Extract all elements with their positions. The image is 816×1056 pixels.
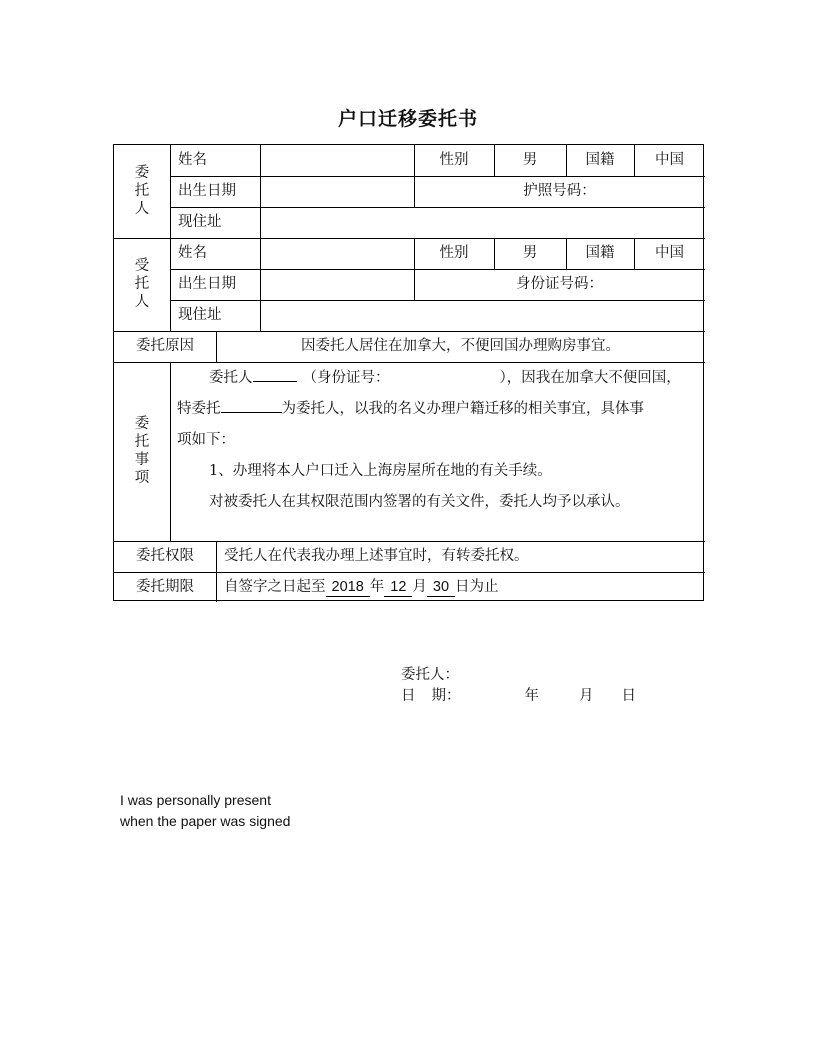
row-divider	[170, 207, 705, 208]
agent-address-label: 现住址	[178, 307, 222, 323]
principal-gender-value: 男	[522, 152, 538, 168]
matters-section-label: 委 托 事 项	[134, 416, 150, 486]
principal-name-label: 姓名	[178, 152, 207, 168]
matters-line-3: 项如下：	[177, 432, 235, 448]
row-divider	[170, 176, 705, 177]
matters-line-5: 对被委托人在其权限范围内签署的有关文件，委托人均予以承认。	[209, 494, 630, 510]
matters-line-2: 特委托 为委托人，以我的名义办理户籍迁移的相关事宜，具体事	[177, 401, 644, 417]
principal-nationality-label: 国籍	[585, 152, 615, 168]
matters-line-4: 1、办理将本人户口迁入上海房屋所在地的有关手续。	[209, 463, 552, 479]
authority-text: 受托人在代表我办理上述事宜时，有转委托权。	[224, 548, 529, 564]
col-divider	[170, 362, 171, 541]
agent-birth-field[interactable]	[266, 274, 410, 294]
term-text: 自签字之日起至 2018 年 12 月 30 日为止	[224, 579, 499, 595]
signature-principal-label: 委托人：	[401, 667, 459, 683]
col-divider	[216, 541, 217, 602]
agent-birth-label: 出生日期	[178, 276, 236, 292]
matters-line-1: 委托人 （身份证号： ），因我在加拿大不便回国，	[209, 370, 681, 386]
agent-name-blank[interactable]	[221, 412, 282, 413]
agent-gender-value: 男	[522, 245, 538, 261]
principal-birth-label: 出生日期	[178, 183, 236, 199]
witness-note-line-1: I was personally present	[120, 792, 271, 808]
reason-label: 委托原因	[136, 338, 194, 354]
term-label: 委托期限	[136, 579, 194, 595]
principal-passport-label: 护照号码：	[523, 183, 596, 199]
agent-name-field[interactable]	[266, 243, 410, 263]
section-divider	[114, 572, 705, 573]
principal-name-blank[interactable]	[253, 381, 297, 382]
row-divider	[170, 300, 705, 301]
principal-section-label: 委 托 人	[134, 165, 150, 217]
principal-address-label: 现住址	[178, 214, 222, 230]
col-divider	[260, 145, 261, 331]
agent-section-label: 受 托 人	[134, 258, 150, 310]
agent-id-label: 身份证号码：	[516, 276, 603, 292]
agent-gender-label: 性别	[439, 245, 469, 261]
term-year: 2018	[326, 579, 370, 597]
term-month: 12	[384, 579, 412, 597]
principal-nationality-value: 中国	[655, 152, 684, 168]
col-divider	[170, 145, 171, 331]
witness-note-line-2: when the paper was signed	[120, 813, 291, 829]
term-day: 30	[427, 579, 455, 597]
section-divider	[114, 238, 705, 239]
agent-nationality-label: 国籍	[585, 245, 615, 261]
principal-birth-field[interactable]	[266, 181, 410, 201]
agent-address-field[interactable]	[266, 305, 696, 325]
agent-name-label: 姓名	[178, 245, 207, 261]
commission-form-table	[113, 144, 704, 601]
section-divider	[114, 362, 705, 363]
row-divider	[170, 269, 705, 270]
section-divider	[114, 331, 705, 332]
principal-gender-label: 性别	[439, 152, 469, 168]
signature-date-line: 日 期： 年 月 日	[401, 688, 636, 704]
agent-nationality-value: 中国	[655, 245, 684, 261]
principal-name-field[interactable]	[266, 150, 410, 170]
document-title: 户口迁移委托书	[337, 108, 478, 130]
authority-label: 委托权限	[136, 548, 194, 564]
section-divider	[114, 541, 705, 542]
principal-address-field[interactable]	[266, 212, 696, 232]
reason-text: 因委托人居住在加拿大，不便回国办理购房事宜。	[301, 338, 620, 354]
